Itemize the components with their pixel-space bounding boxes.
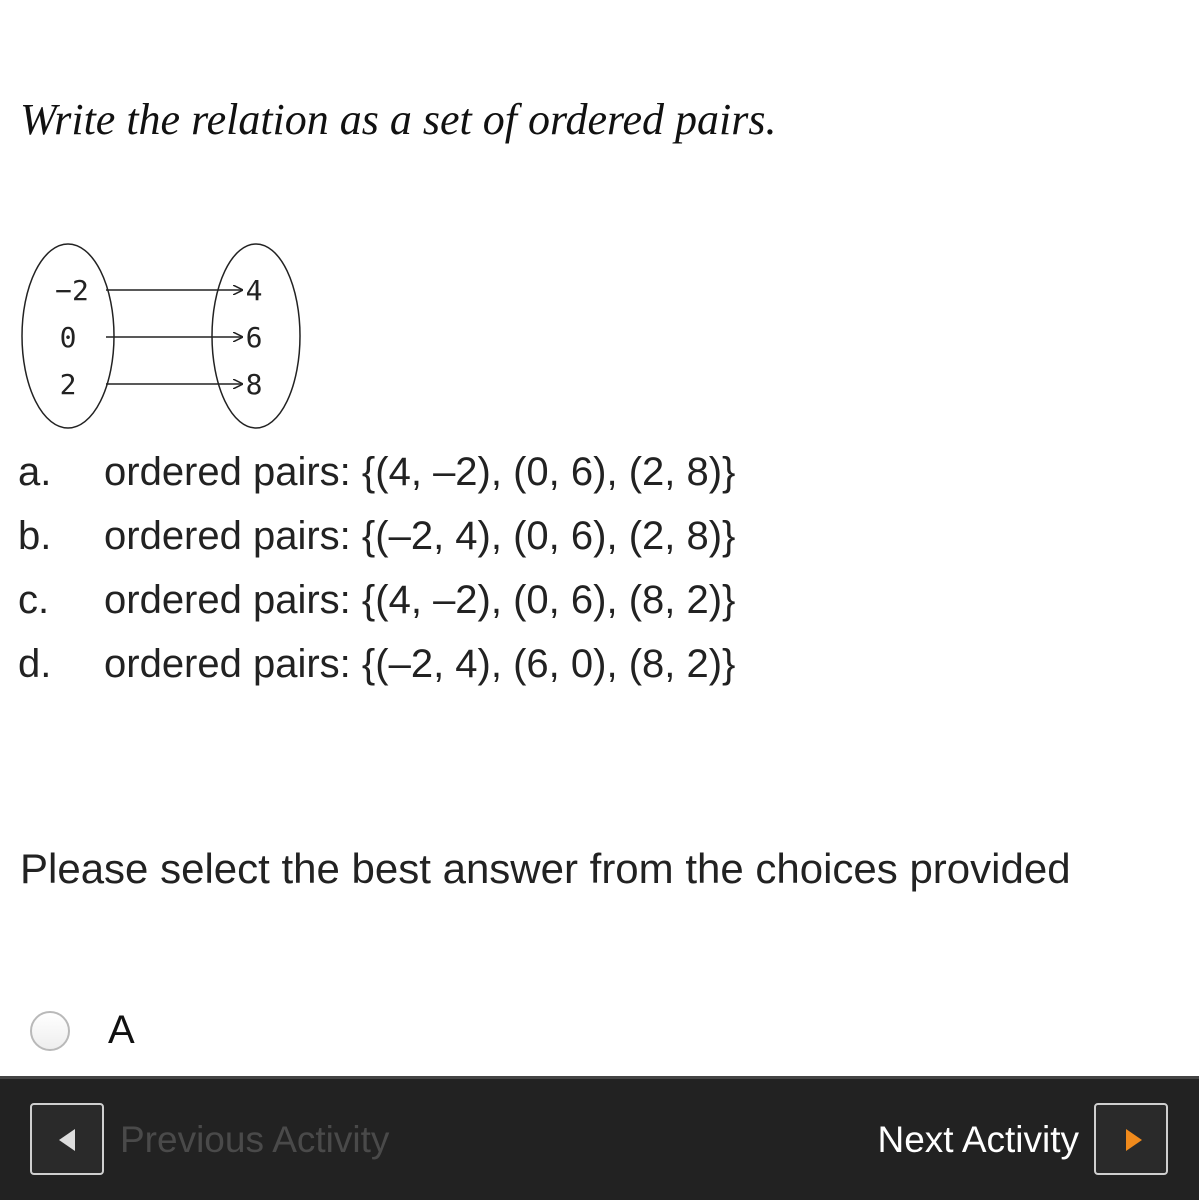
arrow-left-icon: [59, 1129, 75, 1151]
question-text: Write the relation as a set of ordered pairs.: [20, 95, 777, 144]
domain-value: −2: [55, 274, 89, 307]
next-activity-button[interactable]: [1094, 1103, 1168, 1175]
previous-activity-button[interactable]: [30, 1103, 104, 1175]
range-value: 6: [245, 321, 263, 354]
choice-text: ordered pairs: {(–2, 4), (6, 0), (8, 2)}: [104, 641, 736, 686]
radio-button[interactable]: [30, 1011, 70, 1051]
previous-activity-label[interactable]: Previous Activity: [120, 1119, 390, 1160]
choice-b: [18, 504, 735, 568]
range-value: 4: [245, 274, 263, 307]
instruction-text: Please select the best answer from the choices provided: [20, 845, 1071, 892]
answer-choices: [18, 440, 735, 696]
choice-letter: a.: [18, 449, 52, 494]
footer-nav-bar: [0, 1076, 1199, 1200]
choice-c: [18, 568, 735, 632]
domain-value: 0: [59, 321, 77, 354]
range-value: 8: [245, 368, 263, 401]
choice-text: ordered pairs: {(–2, 4), (0, 6), (2, 8)}: [104, 513, 736, 558]
choice-letter: b.: [18, 513, 52, 558]
domain-value: 2: [59, 368, 77, 401]
answer-option-a[interactable]: [30, 1008, 135, 1053]
choice-text: ordered pairs: {(4, –2), (0, 6), (8, 2)}: [104, 577, 736, 622]
choice-d: [18, 632, 735, 696]
choice-text: ordered pairs: {(4, –2), (0, 6), (2, 8)}: [104, 449, 736, 494]
arrow-right-icon: [1126, 1129, 1142, 1151]
next-activity-label[interactable]: Next Activity: [877, 1119, 1079, 1160]
option-label: A: [108, 1008, 135, 1052]
choice-letter: d.: [18, 641, 52, 686]
mapping-diagram: [18, 238, 308, 438]
choice-letter: c.: [18, 577, 50, 622]
choice-a: [18, 440, 735, 504]
